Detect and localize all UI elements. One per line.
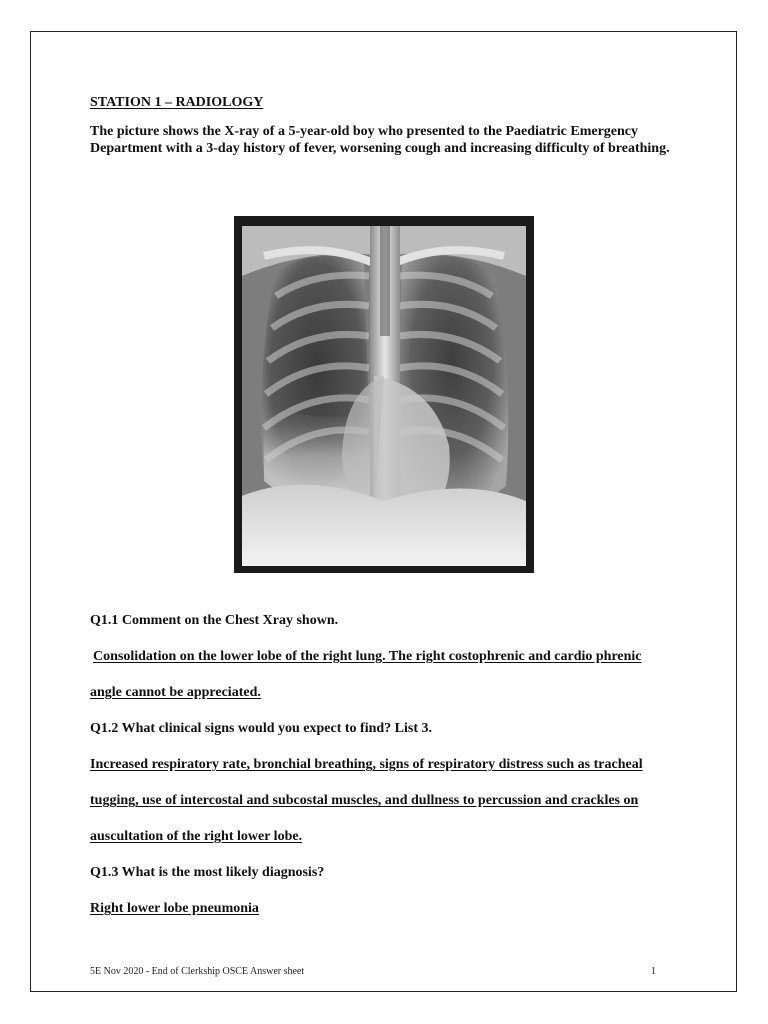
station-title: STATION 1 – RADIOLOGY: [90, 95, 264, 110]
answer-1-2-line-2: tugging, use of intercostal and subcostal muscles, and dullness to percussion and crackles on: [90, 793, 639, 808]
question-1-3: Q1.3 What is the most likely diagnosis?: [90, 865, 325, 880]
answer-1-1-line-1: Consolidation on the lower lobe of the right lung. The right costophrenic and cardio phrenic: [93, 649, 642, 664]
question-1-2: Q1.2 What clinical signs would you expect to find? List 3.: [90, 721, 433, 736]
chest-xray-image: [234, 216, 534, 573]
question-1-1: Q1.1 Comment on the Chest Xray shown.: [90, 613, 339, 628]
answer-1-3: Right lower lobe pneumonia: [90, 901, 259, 916]
answer-1-2-line-3: auscultation of the right lower lobe.: [90, 829, 303, 844]
case-intro: The picture shows the X-ray of a 5-year-old boy who presented to the Paediatric Emergency Department with a 3-day history of fever, worsening cough and increasing difficulty of breathing.: [90, 124, 670, 156]
footer-page-number: 1: [651, 966, 656, 977]
footer-document-label: 5E Nov 2020 - End of Clerkship OSCE Answer sheet: [90, 966, 305, 977]
chest-xray-illustration: [234, 216, 534, 573]
answer-1-1-line-2: angle cannot be appreciated.: [90, 685, 261, 700]
answer-1-2-line-1: Increased respiratory rate, bronchial breathing, signs of respiratory distress such as tracheal: [90, 757, 643, 772]
